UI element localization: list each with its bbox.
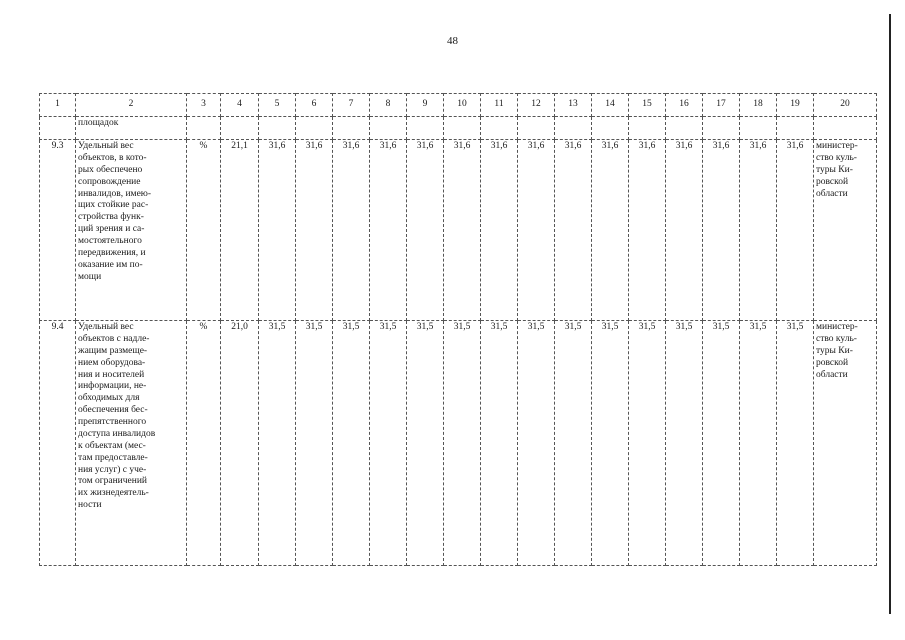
table-row	[40, 321, 877, 566]
value-cell: 31,6	[629, 140, 666, 321]
value-cell: 31,6	[740, 140, 777, 321]
header-cell: 13	[555, 94, 592, 117]
value-cell: 31,5	[555, 321, 592, 566]
value-cell: 31,5	[629, 321, 666, 566]
row-index: 9.3	[40, 140, 76, 321]
header-cell: 10	[444, 94, 481, 117]
header-cell: 9	[407, 94, 444, 117]
header-cell: 7	[333, 94, 370, 117]
org-line: ство куль-	[816, 152, 857, 163]
description-line: Удельный вес	[78, 322, 134, 332]
responsible-org	[814, 321, 877, 566]
page-edge-line	[889, 14, 891, 614]
value-cell: 31,5	[740, 321, 777, 566]
description-line: ния услуг) с уче-	[78, 464, 147, 475]
value-cell: 31,6	[259, 140, 296, 321]
header-cell: 8	[370, 94, 407, 117]
value-cell: 31,5	[518, 321, 555, 566]
value-cell: 31,6	[518, 140, 555, 321]
header-cell: 4	[221, 94, 259, 117]
org-line: области	[816, 369, 848, 380]
table-header-row	[40, 94, 877, 117]
header-cell: 14	[592, 94, 629, 117]
description-line: ности	[78, 500, 102, 511]
org-line: ровской	[816, 357, 849, 368]
description-line: передвижения, и	[78, 247, 146, 258]
org-line: туры Ки-	[816, 345, 853, 356]
description-line: ния и носителей	[78, 369, 145, 380]
header-cell: 6	[296, 94, 333, 117]
header-cell: 12	[518, 94, 555, 117]
indicator-description	[76, 140, 187, 321]
org-line: министер-	[816, 141, 858, 151]
header-cell: 16	[666, 94, 703, 117]
description-line: инвалидов, имею-	[78, 188, 152, 199]
header-cell: 17	[703, 94, 740, 117]
page-number: 48	[447, 35, 458, 47]
value-cell: 31,6	[370, 140, 407, 321]
description-line: нием оборудова-	[78, 357, 146, 368]
description-line: там предоставле-	[78, 452, 148, 463]
description-line: Удельный вес	[78, 141, 134, 151]
description-line: ций зрения и са-	[78, 224, 145, 235]
value-cell: 31,5	[481, 321, 518, 566]
description-line: рых обеспечено	[78, 164, 143, 175]
value-cell: 31,5	[370, 321, 407, 566]
value-cell: 31,6	[703, 140, 740, 321]
value-cell: 21,1	[221, 140, 259, 321]
continuation-text: площадок	[76, 117, 187, 140]
header-cell: 3	[187, 94, 221, 117]
org-line: области	[816, 188, 848, 199]
description-line: мостоятельного	[78, 236, 142, 246]
header-cell: 18	[740, 94, 777, 117]
value-cell: 31,5	[333, 321, 370, 566]
table-row	[40, 140, 877, 321]
unit-cell: %	[187, 140, 221, 321]
header-cell: 2	[76, 94, 187, 117]
value-cell: 31,6	[481, 140, 518, 321]
unit-cell: %	[187, 321, 221, 566]
indicator-table	[39, 93, 877, 566]
description-line: оказание им по-	[78, 259, 143, 270]
org-line: ровской	[816, 176, 849, 187]
row-index: 9.4	[40, 321, 76, 566]
value-cell: 31,5	[777, 321, 814, 566]
value-cell: 31,5	[296, 321, 333, 566]
description-line: доступа инвалидов	[78, 428, 156, 439]
description-line: обеспечения бес-	[78, 405, 148, 416]
description-line: том ограничений	[78, 476, 148, 487]
value-cell: 21,0	[221, 321, 259, 566]
description-line: к объектам (мес-	[78, 440, 146, 451]
description-line: объектов с надле-	[78, 333, 150, 344]
value-cell: 31,5	[703, 321, 740, 566]
value-cell: 31,6	[555, 140, 592, 321]
description-line: стройства функ-	[78, 212, 144, 223]
value-cell: 31,6	[666, 140, 703, 321]
value-cell: 31,5	[444, 321, 481, 566]
value-cell: 31,6	[444, 140, 481, 321]
org-line: туры Ки-	[816, 164, 853, 175]
description-line: препятственного	[78, 417, 147, 427]
description-line: мощи	[78, 271, 102, 282]
value-cell: 31,6	[296, 140, 333, 321]
description-line: их жизнедеятель-	[78, 488, 149, 499]
description-line: информации, не-	[78, 381, 147, 392]
header-cell: 20	[814, 94, 877, 117]
header-cell: 5	[259, 94, 296, 117]
value-cell: 31,5	[407, 321, 444, 566]
org-line: министер-	[816, 322, 858, 332]
value-cell: 31,5	[259, 321, 296, 566]
header-cell: 19	[777, 94, 814, 117]
continuation-row	[40, 117, 877, 140]
header-cell: 15	[629, 94, 666, 117]
cell-empty	[40, 117, 76, 140]
description-line: щих стойкие рас-	[78, 200, 149, 211]
value-cell: 31,6	[592, 140, 629, 321]
value-cell: 31,5	[592, 321, 629, 566]
description-line: обходимых для	[78, 393, 140, 404]
description-line: сопровождение	[78, 176, 141, 187]
description-line: жащим размеще-	[78, 345, 148, 356]
header-cell: 11	[481, 94, 518, 117]
value-cell: 31,6	[777, 140, 814, 321]
responsible-org	[814, 140, 877, 321]
value-cell: 31,5	[666, 321, 703, 566]
org-line: ство куль-	[816, 333, 857, 344]
value-cell: 31,6	[407, 140, 444, 321]
indicator-description	[76, 321, 187, 566]
value-cell: 31,6	[333, 140, 370, 321]
description-line: объектов, в кото-	[78, 152, 147, 163]
header-cell: 1	[40, 94, 76, 117]
